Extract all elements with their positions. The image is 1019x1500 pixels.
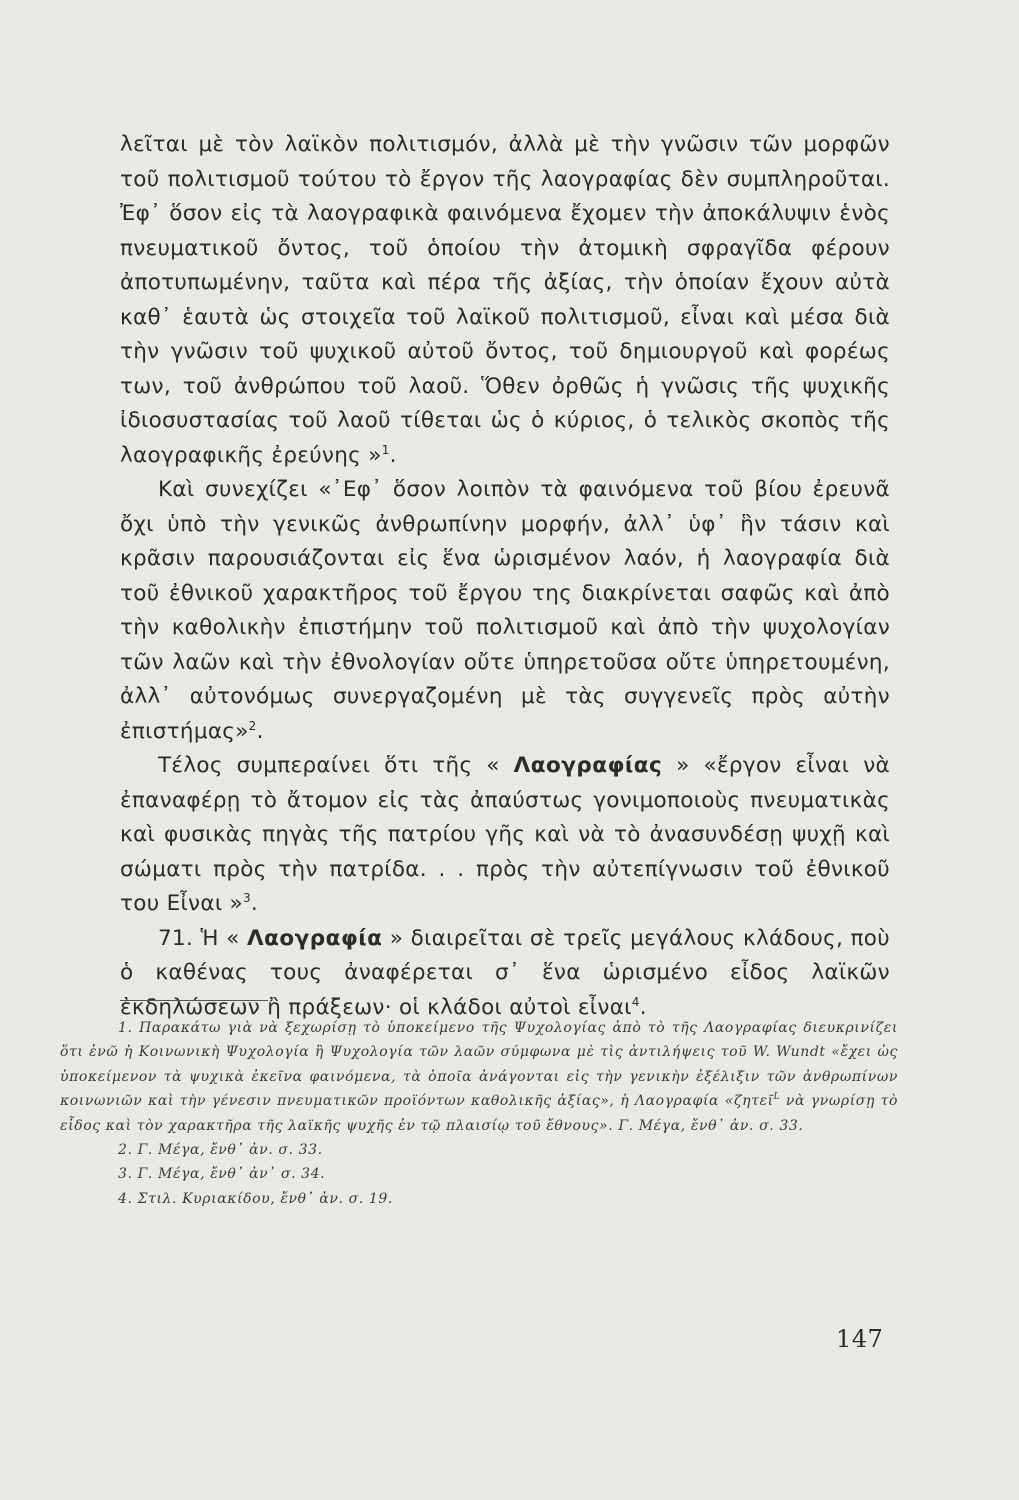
page-number: 147	[836, 1325, 884, 1353]
paragraph-2	[120, 473, 890, 749]
paragraph-4-text-b: » διαιρεῖται σὲ τρεῖς μεγάλους κλάδους, ποὺ ὁ καθένας τους ἀναφέρεται σ᾽ ἕνα ὡρισμένο εἶδος λαϊκῶν ἐκδηλώσεων ἢ πράξεων· οἱ κλάδοι αὐτοὶ εἶναι	[120, 925, 890, 1020]
paragraph-4-end: .	[639, 994, 647, 1020]
footnote-ref-1: 1	[381, 442, 390, 457]
paragraph-2-text: Καὶ συνεχίζει «᾽Εφ᾽ ὅσον λοιπὸν τὰ φαινόμενα τοῦ βίου ἐρευνᾶ ὄχι ὑπὸ τὴν γενικῶς ἀνθρωπίνην μορφήν, ἀλλ᾽ ὑφ᾽ ἣν τάσιν καὶ κρᾶσιν παρουσιάζονται εἰς ἕνα ὡρισμένον λαόν, ἡ λαογραφία διὰ τοῦ ἐθνικοῦ χαρακτῆρος τοῦ ἔργου της διακρίνεται σαφῶς καὶ ἀπὸ τὴν καθολικὴν ἐπιστήμην τοῦ πολιτισμοῦ καὶ ἀπὸ τὴν ψυχολογίαν τῶν λαῶν καὶ τὴν ἐθνολογίαν οὔτε ὑπηρετοῦσα οὔτε ὑπηρετουμένη, ἀλλ᾽ αὐτονόμως συνεργαζομένη μὲ τὰς συγγενεῖς πρὸς αὐτὴν ἐπιστήμας»	[120, 477, 890, 744]
main-text	[120, 128, 890, 1025]
paragraph-3-bold-term: Λαογραφίας	[513, 753, 663, 778]
footnote-1-mark: L	[773, 1092, 781, 1103]
paragraph-3-text-a: Τέλος συμπεραίνει ὅτι τῆς «	[158, 753, 514, 778]
paragraph-3-end: .	[250, 891, 259, 916]
paragraph-4	[120, 922, 890, 1026]
footnote-2: 2. Γ. Μέγα, ἔνθ᾽ ἀν. σ. 33.	[118, 1142, 323, 1159]
paragraph-2-end: .	[256, 718, 264, 744]
footnotes	[60, 1016, 898, 1211]
paragraph-3	[120, 749, 890, 922]
paragraph-3-text-b: » «ἔργον εἶναι νὰ ἐπαναφέρῃ τὸ ἄτομον εἰς τὰς ἀπαύστως γονιμοποιοὺς πνευματικὰς καὶ φυσικὰς πηγὰς τῆς πατρίου γῆς καὶ νὰ τὸ ἀνασυνδέσῃ ψυχῇ καὶ σώματι πρὸς τὴν πατρίδα. . . πρὸς τὴν αὐτεπίγνωσιν τοῦ ἐθνικοῦ του Εἶναι »	[120, 753, 890, 916]
paragraph-4-text-a: 71. Ἡ «	[158, 925, 247, 951]
footnote-ref-3: 3	[242, 891, 251, 905]
paragraph-1-end: .	[389, 442, 397, 468]
footnote-ref-4: 4	[631, 994, 640, 1009]
paragraph-1-text: λεῖται μὲ τὸν λαϊκὸν πολιτισμόν, ἀλλὰ μὲ τὴν γνῶσιν τῶν μορφῶν τοῦ πολιτισμοῦ τούτου τὸ ἔργον τῆς λαογραφίας δὲν συμπληροῦται. Ἐφ᾽ ὅσον εἰς τὰ λαογραφικὰ φαινόμενα ἔχομεν τὴν ἀποκάλυψιν ἑνὸς πνευματικοῦ ὄντος, τοῦ ὁποίου τὴν ἀτομικὴ σφραγῖδα φέρουν ἀποτυπωμένην, ταῦτα καὶ πέρα τῆς ἀξίας, τὴν ὁποίαν ἔχουν αὐτὰ καθ᾽ ἑαυτὰ ὡς στοιχεῖα τοῦ λαϊκοῦ πολιτισμοῦ, εἶναι καὶ μέσα διὰ τὴν γνῶσιν τοῦ ψυχικοῦ αὐτοῦ ὄντος, τοῦ δημιουργοῦ καὶ φορέως των, τοῦ ἀνθρώπου τοῦ λαοῦ. Ὅθεν ὀρθῶς ἡ γνῶσις τῆς ψυχικῆς ἰδιοσυστασίας τοῦ λαοῦ τίθεται ὡς ὁ κύριος, ὁ τελικὸς σκοπὸς τῆς λαογραφικῆς ἐρεύνης »	[120, 132, 890, 468]
footnote-1	[60, 1016, 898, 1138]
footnote-ref-2: 2	[248, 718, 257, 733]
footnote-divider	[120, 1000, 268, 1001]
footnote-1-text-b: νὰ γνωρίσῃ τὸ εἶδος καὶ τὸν χαρακτῆρα τῆς λαϊκῆς ψυχῆς ἐν τῷ πλαισίῳ τοῦ ἔθνους». Γ. Μέγα, ἔνθ᾽ ἀν. σ. 33.	[60, 1093, 898, 1134]
footnote-4: 4. Στιλ. Κυριακίδου, ἔνθ᾽ ἀν. σ. 19.	[118, 1190, 393, 1207]
paragraph-4-bold-term: Λαογραφία	[246, 925, 383, 951]
footnote-1-text-a: 1. Παρακάτω γιὰ νὰ ξεχωρίσῃ τὸ ὑποκείμενο τῆς Ψυχολογίας ἀπὸ τὸ τῆς Λαογραφίας διευκρινίζει ὅτι ἐνῶ ἡ Κοινωνικὴ Ψυχολογία ἢ Ψυχολογία τῶν λαῶν σύμφωνα μὲ τὶς ἀντιλήψεις τοῦ W. Wundt «ἔχει ὡς ὑποκείμενον τὰ ψυχικὰ ἐκεῖνα φαινόμενα, τὰ ὁποῖα ἀνάγονται εἰς τὴν γενικὴν ἐξέλιξιν τῶν ἀνθρωπίνων κοινωνιῶν καὶ τὴν γένεσιν πνευματικῶν προϊόντων καθολικῆς ἀξίας», ἡ Λαογραφία «ζητεῖ	[60, 1020, 898, 1110]
footnote-3: 3. Γ. Μέγα, ἔνθ᾽ ἀν᾽ σ. 34.	[118, 1166, 326, 1183]
paragraph-1	[120, 128, 890, 473]
